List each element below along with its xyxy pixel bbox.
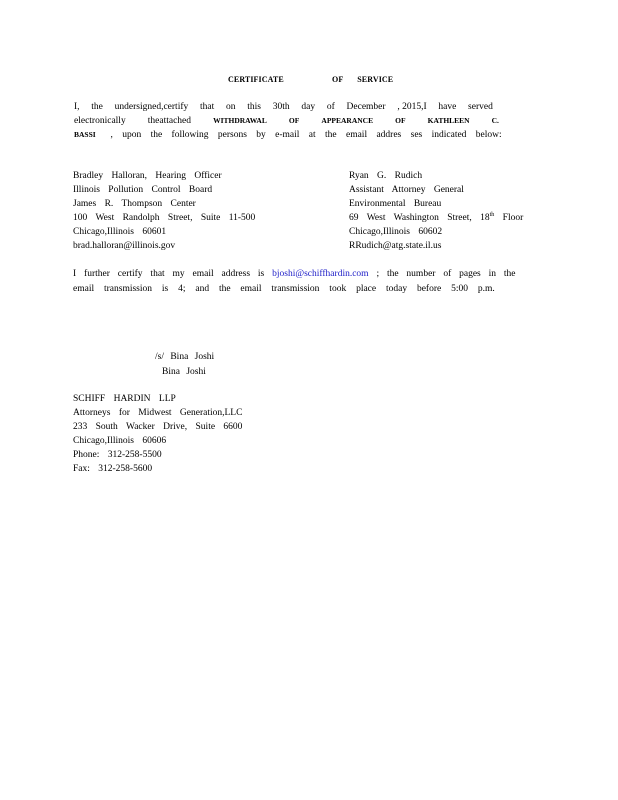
firm-city: Chicago,Illinois 60606 <box>73 436 167 446</box>
firm-role: Attorneys for Midwest Generation,LLC <box>73 408 243 418</box>
recipient-street: 100 West Randolph Street, Suite 11-500 <box>73 213 256 223</box>
recipient-building: Environmental Bureau <box>349 199 442 209</box>
intro-line-1 <box>74 101 493 113</box>
intro-word: day <box>301 102 316 112</box>
recipient-city: Chicago,Illinois 60602 <box>349 227 443 237</box>
recipient-street-main: 69 West Washington Street, 18 <box>349 213 490 223</box>
signature-name: Bina Joshi <box>162 367 206 377</box>
intro-word: this <box>247 102 261 112</box>
intro-word: of <box>326 102 335 112</box>
recipient-org: Illinois Pollution Control Board <box>73 185 213 195</box>
intro-line-2 <box>74 115 499 127</box>
recipient-street-sup: th <box>489 211 495 218</box>
intro-c: C. <box>491 116 499 125</box>
title-word-service: SERVICE <box>357 75 394 84</box>
intro-word: 30th <box>272 102 290 112</box>
intro-word: , 2015,I <box>397 102 427 112</box>
firm-name: SCHIFF HARDIN LLP <box>73 394 176 404</box>
intro-word: I, <box>74 102 80 112</box>
intro-word: on <box>226 102 236 112</box>
firm-phone: Phone: 312-258-5500 <box>73 450 162 460</box>
intro-word: served <box>468 102 493 112</box>
certify-after-email: ; the number of pages in the <box>368 269 516 279</box>
intro-word: the <box>91 102 103 112</box>
recipient-building: James R. Thompson Center <box>73 199 196 209</box>
certify-line-1 <box>73 268 516 280</box>
recipient-block-rudich <box>349 170 523 252</box>
firm-street: 233 South Wacker Drive, Suite 6600 <box>73 422 243 432</box>
intro-electronically: electronically <box>74 116 126 126</box>
recipient-name: Bradley Halloran, Hearing Officer <box>73 171 222 181</box>
certify-before-email: I further certify that my email address is <box>73 269 273 279</box>
intro-theattached: theattached <box>147 116 192 126</box>
recipient-name: Ryan G. Rudich <box>349 171 423 181</box>
intro-word: that <box>200 102 215 112</box>
intro-word: have <box>438 102 457 112</box>
title-word-certificate: CERTIFICATE <box>228 75 284 84</box>
firm-block <box>73 393 242 475</box>
intro-kathleen: KATHLEEN <box>427 116 470 125</box>
intro-upon-following: , upon the following persons by e-mail at the email addres ses indicated below: <box>110 130 502 140</box>
intro-withdrawal: WITHDRAWAL <box>213 116 267 125</box>
title-word-of: OF <box>332 75 344 84</box>
recipient-email: brad.halloran@illinois.gov <box>73 241 176 251</box>
intro-word: December <box>346 102 386 112</box>
certify-email-link[interactable]: bjoshi@schiffhardin.com <box>272 269 369 279</box>
intro-line-3 <box>74 129 502 141</box>
firm-fax: Fax: 312-258-5600 <box>73 464 153 474</box>
intro-word: undersigned,certify <box>114 102 189 112</box>
recipient-org: Assistant Attorney General <box>349 185 464 195</box>
intro-of-1: OF <box>288 116 300 125</box>
recipient-city: Chicago,Illinois 60601 <box>73 227 167 237</box>
intro-appearance: APPEARANCE <box>321 116 374 125</box>
intro-bassi: BASSI <box>74 130 96 139</box>
certify-line-2: email transmission is 4; and the email transmission took place today before 5:00 p.m. <box>73 284 495 294</box>
recipient-street-tail: Floor <box>494 213 524 223</box>
recipient-block-halloran <box>73 170 255 252</box>
certificate-title <box>228 74 393 86</box>
recipient-email: RRudich@atg.state.il.us <box>349 241 442 251</box>
signature-line-s: /s/ Bina Joshi <box>155 352 215 362</box>
intro-of-2: OF <box>395 116 406 125</box>
recipient-street <box>349 212 523 224</box>
